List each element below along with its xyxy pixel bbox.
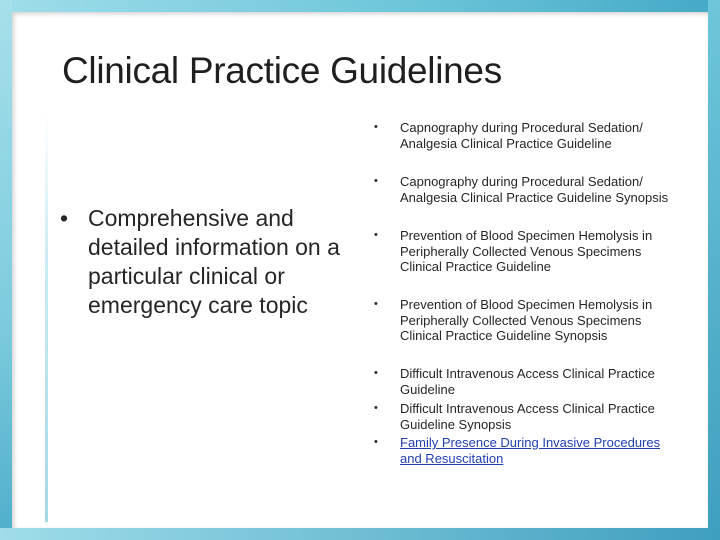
guideline-list-item xyxy=(366,120,696,151)
guideline-list-item xyxy=(366,297,696,344)
guideline-link-text[interactable]: and Resuscitation xyxy=(400,450,504,466)
guideline-item-text: Analgesia Clinical Practice Guideline Synopsis xyxy=(400,189,669,205)
guideline-list-item xyxy=(366,366,696,397)
left-bullet-item xyxy=(60,204,360,320)
guideline-item-text: Guideline Synopsis xyxy=(400,416,512,432)
bullet-icon: • xyxy=(374,298,378,310)
guideline-item-text: Difficult Intravenous Access Clinical Practice xyxy=(400,401,655,416)
frame-bottom-border xyxy=(0,528,720,540)
decorative-vertical-rule xyxy=(45,112,48,522)
guideline-item-text: Difficult Intravenous Access Clinical Practice xyxy=(400,366,655,381)
guideline-item-text: Capnography during Procedural Sedation/ xyxy=(400,120,643,135)
guideline-item-text: Capnography during Procedural Sedation/ xyxy=(400,174,643,189)
left-bullet-text: Comprehensive and detailed information on a particular clinical or emergency care topic xyxy=(88,205,340,318)
guideline-link-text[interactable]: Family Presence During Invasive Procedures xyxy=(400,435,661,450)
frame-right-border xyxy=(708,0,720,540)
bullet-icon: • xyxy=(374,121,378,133)
guideline-item-text: Guideline xyxy=(400,381,455,397)
guideline-list-item xyxy=(366,228,696,275)
bullet-icon: • xyxy=(374,436,378,448)
guideline-item-text: Analgesia Clinical Practice Guideline xyxy=(400,135,612,151)
bullet-icon: • xyxy=(374,229,378,241)
frame-top-border xyxy=(0,0,720,12)
slide-title: Clinical Practice Guidelines xyxy=(62,50,502,91)
guideline-list-item xyxy=(366,401,696,432)
bullet-icon: • xyxy=(374,175,378,187)
guideline-list-item xyxy=(366,174,696,205)
guideline-item-text: Peripherally Collected Venous Specimens xyxy=(400,312,642,328)
guideline-item-text: Clinical Practice Guideline Synopsis xyxy=(400,328,608,343)
guideline-item-text: Clinical Practice Guideline xyxy=(400,259,552,274)
bullet-icon: • xyxy=(60,205,69,231)
guideline-item-text: Prevention of Blood Specimen Hemolysis in xyxy=(400,228,653,243)
guideline-item-text: Peripherally Collected Venous Specimens xyxy=(400,243,642,259)
frame-left-border xyxy=(0,0,12,540)
guideline-link-item[interactable] xyxy=(366,435,696,466)
bullet-icon: • xyxy=(374,402,378,414)
guideline-item-text: Prevention of Blood Specimen Hemolysis in xyxy=(400,297,653,312)
bullet-icon: • xyxy=(374,367,378,379)
